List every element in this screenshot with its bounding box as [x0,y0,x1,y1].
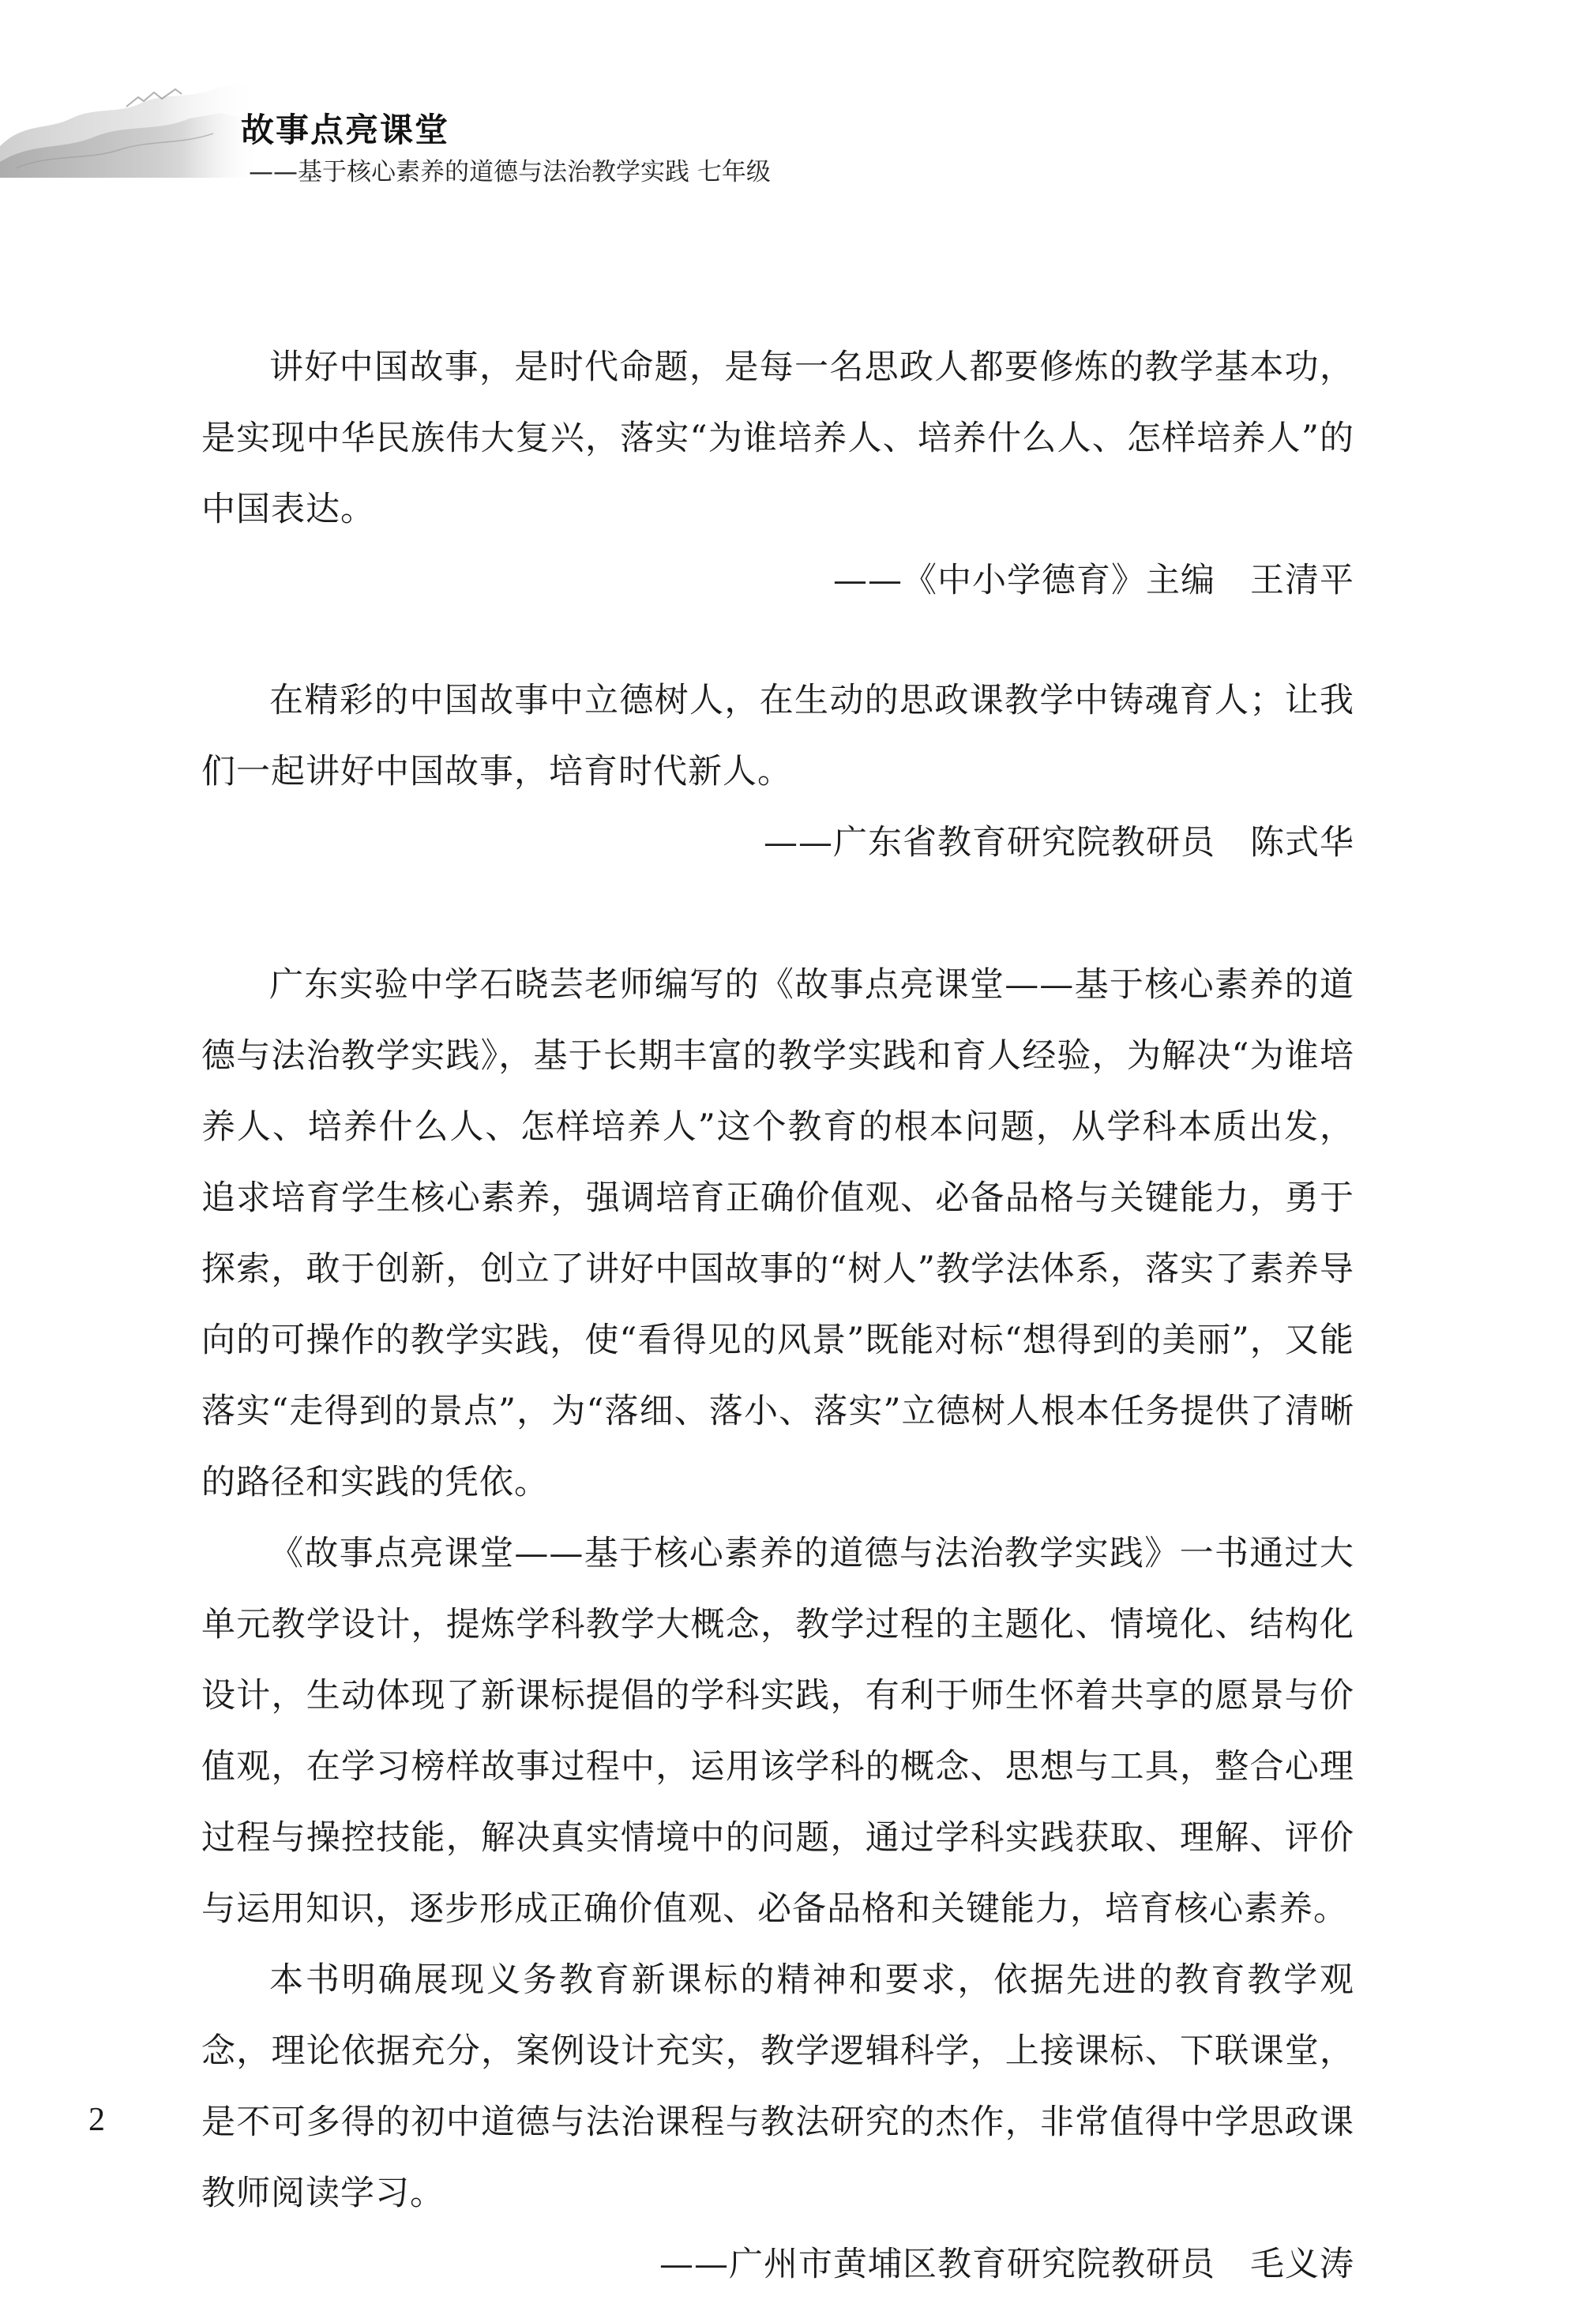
quote-paragraph: 在精彩的中国故事中立德树人，在生动的思政课教学中铸魂育人；让我们一起讲好中国故事，培育时代新人。 [201,681,1354,791]
quote-block-3 [201,949,1354,2300]
page-content [201,332,1354,2300]
quote-attribution: ——《中小学德育》主编 王清平 [833,561,1354,600]
quote-paragraph: 本书明确展现义务教育新课标的精神和要求，依据先进的教育教学观念，理论依据充分，案例设计充实，教学逻辑科学，上接课标、下联课堂，是不可多得的初中道德与法治课程与教法研究的杰作，非常值得中学思政课教师阅读学习。 [201,1960,1354,2213]
quote-block-2 [201,665,1354,878]
header-landscape-decoration [0,75,261,178]
quote-paragraph: 《故事点亮课堂——基于核心素养的道德与法治教学实践》一书通过大单元教学设计，提炼学科教学大概念，教学过程的主题化、情境化、结构化设计，生动体现了新课标提倡的学科实践，有利于师生怀着共享的愿景与价值观，在学习榜样故事过程中，运用该学科的概念、思想与工具，整合心理过程与操控技能，解决真实情境中的问题，通过学科实践获取、理解、评价与运用知识，逐步形成正确价值观、必备品格和关键能力，培育核心素养。 [201,1534,1354,1929]
quote-paragraph: 广东实验中学石晓芸老师编写的《故事点亮课堂——基于核心素养的道德与法治教学实践》，基于长期丰富的教学实践和育人经验，为解决“为谁培养人、培养什么人、怎样培养人”这个教育的根本问题，从学科本质出发，追求培育学生核心素养，强调培育正确价值观、必备品格与关键能力，勇于探索，敢于创新，创立了讲好中国故事的“树人”教学法体系，落实了素养导向的可操作的教学实践，使“看得见的风景”既能对标“想得到的美丽”，又能落实“走得到的景点”，为“落细、落小、落实”立德树人根本任务提供了清晰的路径和实践的凭依。 [201,965,1354,1502]
page-number: 2 [88,2102,105,2138]
book-subtitle: ——基于核心素养的道德与法治教学实践 七年级 [249,158,771,186]
book-title: 故事点亮课堂 [241,111,450,149]
quote-block-1 [201,332,1354,616]
quote-paragraph: 讲好中国故事，是时代命题，是每一名思政人都要修炼的教学基本功，是实现中华民族伟大复兴，落实“为谁培养人、培养什么人、怎样培养人”的中国表达。 [201,348,1354,529]
quote-attribution: ——广州市黄埔区教育研究院教研员 毛义涛 [659,2245,1354,2284]
quote-attribution: ——广东省教育研究院教研员 陈式华 [764,823,1354,862]
